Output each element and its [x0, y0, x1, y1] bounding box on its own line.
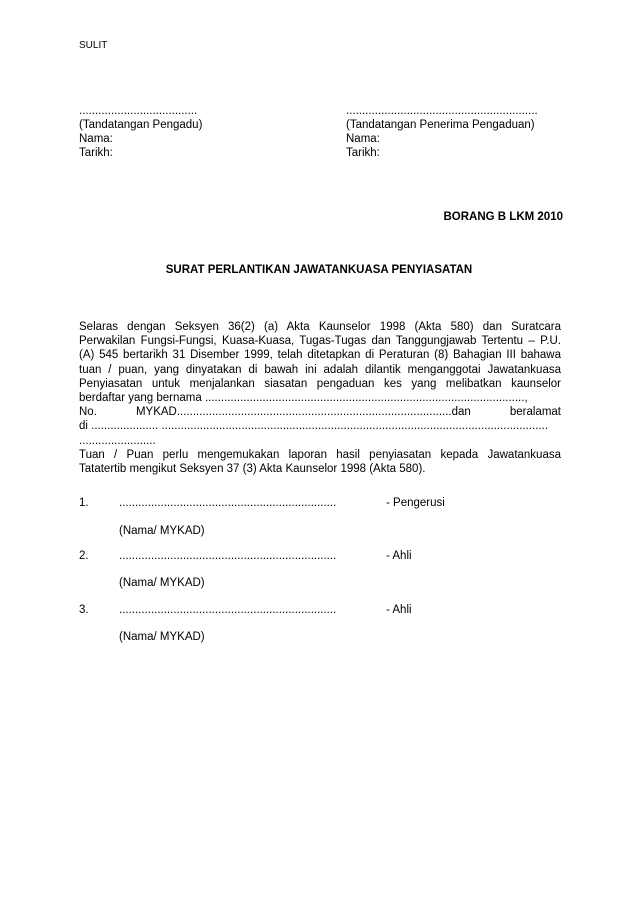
member-name-line: .................................................................... [119, 497, 337, 509]
signature-line: ..................................... [79, 105, 198, 117]
body-line: ........................ [79, 434, 156, 447]
body-paragraph [79, 320, 561, 476]
date-field: Tarikh: [346, 147, 380, 159]
name-field: Nama: [79, 133, 113, 145]
member-role: - Ahli [386, 550, 412, 562]
body-line: berdaftar yang bernama ...................................................................................................., [79, 392, 528, 405]
name-field: Nama: [346, 133, 380, 145]
body-line: No. MYKAD......................................................................................dan beralamat [79, 406, 561, 419]
body-line: Perwakilan Fungsi-Fungsi, Kuasa-Kuasa, Tugas-Tugas dan Tanggungjawab Tertentu – P.U. [79, 335, 561, 348]
form-code: BORANG B LKM 2010 [443, 211, 563, 223]
date-field: Tarikh: [79, 147, 113, 159]
body-line: tuan / puan, yang dinyatakan di bawah ini adalah dilantik menganggotai Jawatankuasa [79, 363, 561, 376]
receiver-signature-block [346, 104, 538, 160]
classification-header: SULIT [79, 40, 108, 51]
complainant-signature-block [79, 104, 202, 160]
body-line: Penyiasatan untuk menjalankan siasatan pengaduan kes yang melibatkan kaunselor [79, 377, 561, 390]
body-line: di ..................... ......................................................................................................................... [79, 420, 549, 433]
member-name-line: .................................................................... [119, 604, 337, 616]
member-caption: (Nama/ MYKAD) [119, 525, 205, 537]
member-name-line: .................................................................... [119, 550, 337, 562]
member-number: 1. [79, 497, 89, 509]
body-line: Tuan / Puan perlu mengemukakan laporan hasil penyiasatan kepada Jawatankuasa [79, 448, 561, 461]
body-line: Tatatertib mengikut Seksyen 37 (3) Akta Kaunselor 1998 (Akta 580). [79, 463, 426, 476]
body-line: Selaras dengan Seksyen 36(2) (a) Akta Kaunselor 1998 (Akta 580) dan Suratcara [79, 321, 561, 333]
member-number: 3. [79, 604, 89, 616]
member-role: - Ahli [386, 604, 412, 616]
member-caption: (Nama/ MYKAD) [119, 577, 205, 589]
body-line: (A) 545 bertarikh 31 Disember 1999, telah ditetapkan di Peraturan (8) Bahagian III bahawa [79, 349, 561, 362]
document-title: SURAT PERLANTIKAN JAWATANKUASA PENYIASATAN [165, 264, 473, 276]
member-role: - Pengerusi [386, 497, 445, 509]
signature-line: ............................................................ [346, 105, 538, 117]
signature-label: (Tandatangan Pengadu) [79, 119, 203, 131]
member-caption: (Nama/ MYKAD) [119, 631, 205, 643]
signature-label: (Tandatangan Penerima Pengaduan) [346, 119, 535, 131]
member-number: 2. [79, 550, 89, 562]
